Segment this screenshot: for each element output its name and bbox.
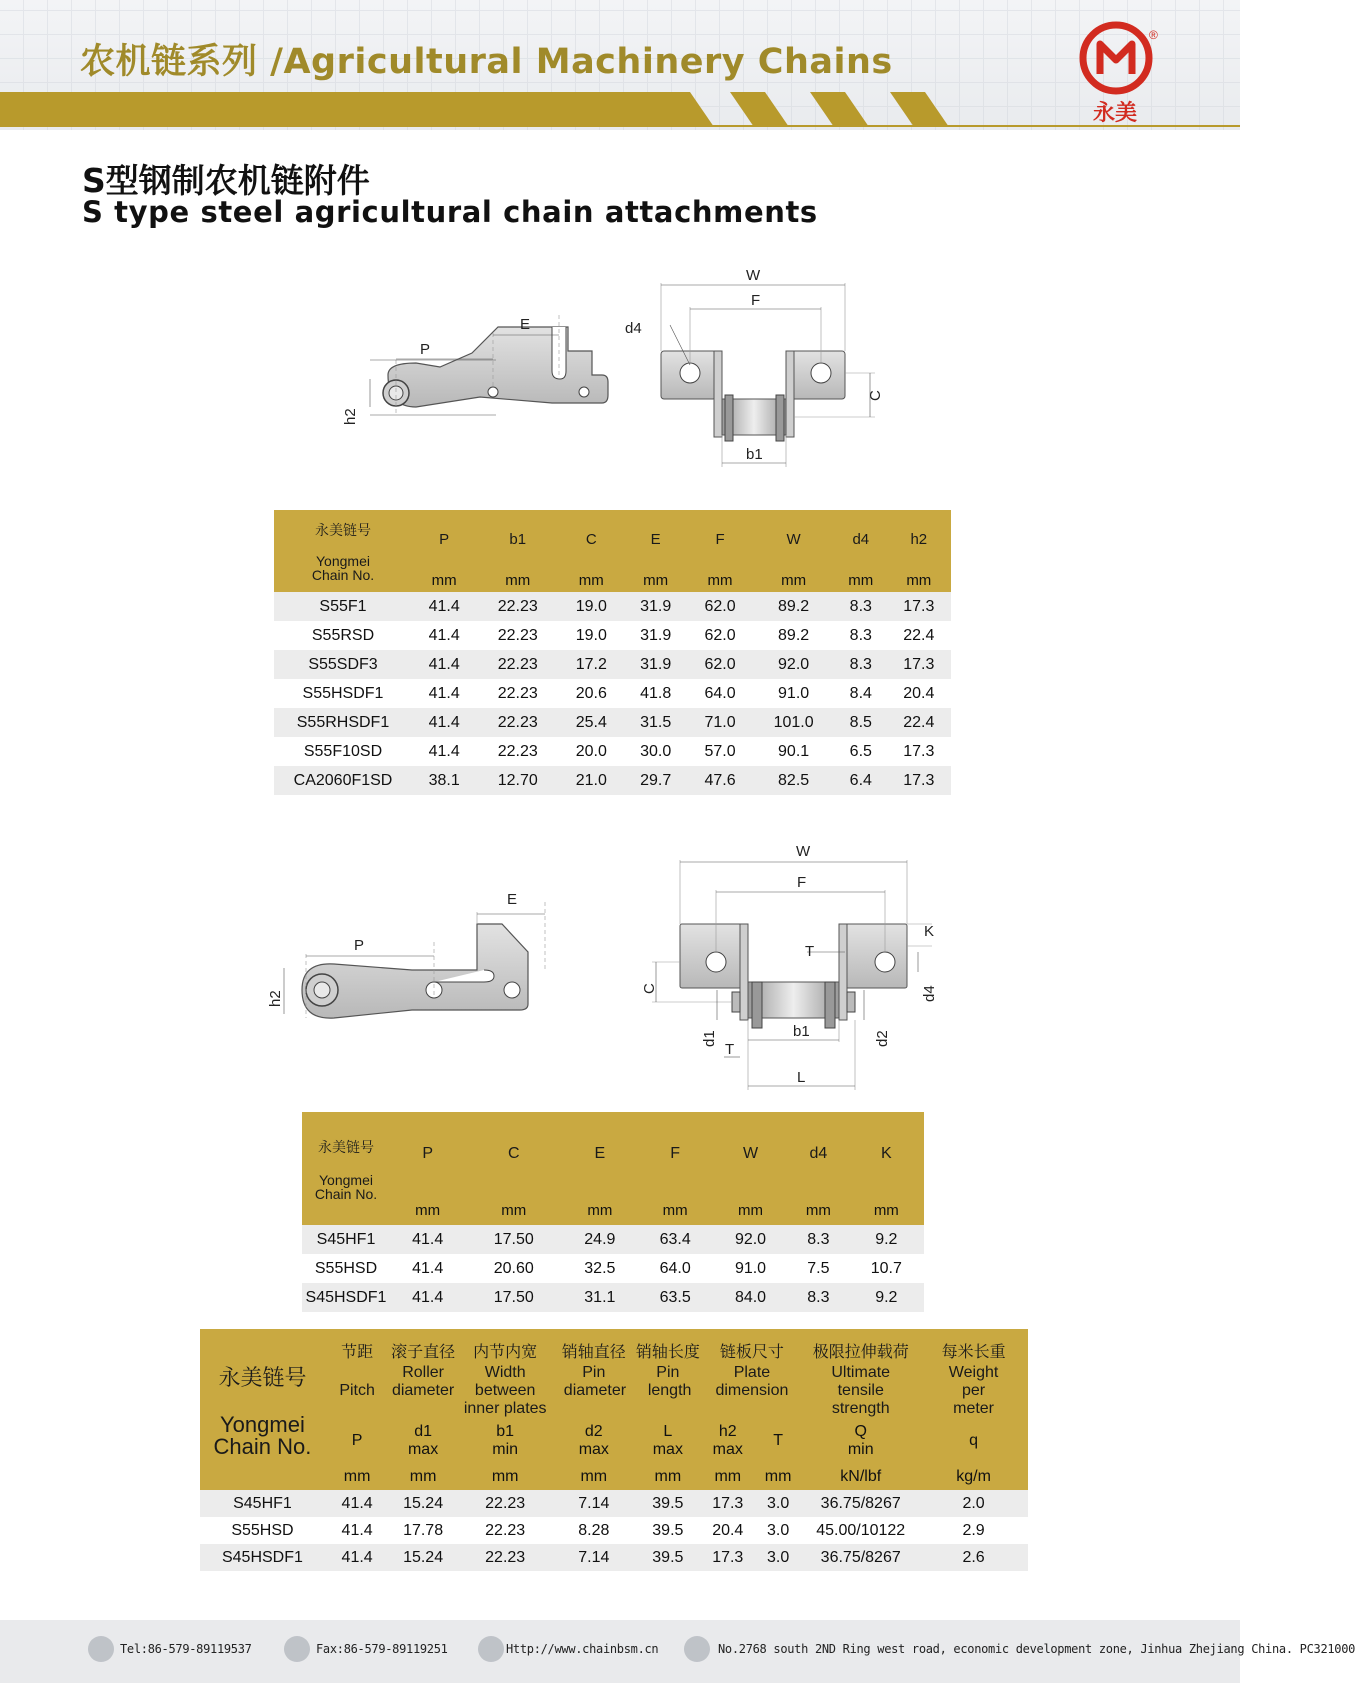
table-row bbox=[200, 1517, 1028, 1544]
dim-label-C-2: C bbox=[641, 983, 658, 994]
value-cell: 31.1 bbox=[562, 1283, 637, 1312]
dim-label-d4: d4 bbox=[625, 320, 642, 337]
table3-sym-text: h2 bbox=[718, 1423, 737, 1440]
value-cell: 22.4 bbox=[887, 621, 951, 650]
table3-unit: mm bbox=[654, 1467, 682, 1485]
registered-mark: ® bbox=[1149, 28, 1158, 42]
value-cell: 63.5 bbox=[638, 1283, 713, 1312]
value-cell: 41.4 bbox=[325, 1517, 389, 1544]
table3-head-cn: 链板尺寸 bbox=[719, 1342, 784, 1361]
table3-unit: mm bbox=[714, 1467, 742, 1485]
table2-col-K: K bbox=[880, 1145, 892, 1162]
value-cell: 20.0 bbox=[559, 737, 623, 766]
table3-qual-text: max bbox=[578, 1441, 609, 1458]
table3-head-cn: 极限拉伸载荷 bbox=[812, 1342, 909, 1361]
dim-label-d2: d2 bbox=[874, 1030, 891, 1047]
chain-no-cell: S55RHSDF1 bbox=[274, 708, 412, 737]
table2-unit: mm bbox=[587, 1202, 613, 1219]
chain-no-cell: S55HSD bbox=[200, 1517, 325, 1544]
table3-sym-text: q bbox=[969, 1432, 979, 1449]
front-attachment-right-2 bbox=[845, 924, 907, 988]
value-cell: 15.24 bbox=[389, 1544, 456, 1571]
table1-unit: mm bbox=[412, 568, 476, 592]
value-cell: 7.5 bbox=[788, 1254, 848, 1283]
table3-head-en: Roller diameter bbox=[391, 1364, 455, 1399]
table3-head-cn: 内节内宽 bbox=[473, 1342, 538, 1361]
dim-label-W-2: W bbox=[796, 843, 811, 860]
value-cell: 41.4 bbox=[325, 1544, 389, 1571]
table2-unit: mm bbox=[738, 1202, 763, 1219]
value-cell: 41.4 bbox=[412, 592, 476, 621]
table3-head-width bbox=[457, 1329, 554, 1419]
table3-sym bbox=[457, 1419, 554, 1463]
chain-no-cell: S45HF1 bbox=[200, 1490, 325, 1517]
table3-head-roller bbox=[389, 1329, 456, 1419]
value-cell: 30.0 bbox=[623, 737, 687, 766]
value-cell: 22.23 bbox=[457, 1490, 554, 1517]
value-cell: 8.3 bbox=[835, 621, 887, 650]
table3-chain-no-en: Yongmei Chain No. bbox=[213, 1412, 312, 1459]
table3-qual-text: max bbox=[652, 1441, 683, 1458]
table3-unit: kg/m bbox=[956, 1467, 991, 1485]
value-cell: 41.4 bbox=[412, 621, 476, 650]
value-cell: 39.5 bbox=[634, 1544, 701, 1571]
value-cell: 7.14 bbox=[554, 1490, 635, 1517]
value-cell: 2.0 bbox=[919, 1490, 1028, 1517]
table3-chain-no-header bbox=[200, 1329, 325, 1490]
dim-label-W: W bbox=[746, 267, 761, 284]
value-cell: 31.9 bbox=[623, 621, 687, 650]
table1-col-b1: b1 bbox=[509, 530, 527, 548]
table3-sym bbox=[919, 1419, 1028, 1463]
chain-no-cell: S55SDF3 bbox=[274, 650, 412, 679]
table-row bbox=[274, 650, 951, 679]
value-cell: 20.6 bbox=[559, 679, 623, 708]
value-cell: 45.00/10122 bbox=[802, 1517, 919, 1544]
value-cell: 19.0 bbox=[559, 592, 623, 621]
table1-unit: mm bbox=[476, 568, 559, 592]
value-cell: 41.4 bbox=[325, 1490, 389, 1517]
dim-label-F: F bbox=[751, 292, 761, 309]
value-cell: 41.4 bbox=[412, 650, 476, 679]
value-cell: 24.9 bbox=[562, 1225, 637, 1254]
value-cell: 3.0 bbox=[754, 1517, 802, 1544]
value-cell: 7.14 bbox=[554, 1544, 635, 1571]
value-cell: 91.0 bbox=[752, 679, 835, 708]
value-cell: 84.0 bbox=[713, 1283, 788, 1312]
value-cell: 41.4 bbox=[390, 1254, 465, 1283]
value-cell: 2.9 bbox=[919, 1517, 1028, 1544]
table-row bbox=[302, 1225, 924, 1254]
table2-unit: mm bbox=[501, 1202, 527, 1219]
attachment-drawing-1 bbox=[330, 267, 910, 475]
value-cell: 8.4 bbox=[835, 679, 887, 708]
table2-body bbox=[302, 1225, 924, 1312]
value-cell: 39.5 bbox=[634, 1490, 701, 1517]
side-plate-2 bbox=[302, 924, 528, 1018]
table3-sym bbox=[325, 1419, 389, 1463]
value-cell: 17.3 bbox=[887, 766, 951, 795]
table3-unit: mm bbox=[580, 1467, 608, 1485]
dim-label-E-2: E bbox=[507, 891, 518, 908]
value-cell: 8.3 bbox=[835, 650, 887, 679]
table2-col-E: E bbox=[594, 1145, 606, 1162]
value-cell: 31.9 bbox=[623, 650, 687, 679]
footer-tel: Tel:86-579-89119537 bbox=[120, 1642, 252, 1656]
table3-sym-text: b1 bbox=[496, 1423, 515, 1440]
value-cell: 36.75/8267 bbox=[802, 1490, 919, 1517]
brand-name: 永美 bbox=[1092, 101, 1137, 126]
table1-chain-no-cn: 永美链号 bbox=[315, 523, 371, 539]
table1-col-h2: h2 bbox=[910, 530, 928, 548]
value-cell: 19.0 bbox=[559, 621, 623, 650]
value-cell: 22.23 bbox=[457, 1517, 554, 1544]
table-row bbox=[274, 621, 951, 650]
chain-no-cell: S45HSDF1 bbox=[302, 1283, 390, 1312]
table3-head-en: Plate dimension bbox=[715, 1364, 789, 1399]
dim-label-h2-2: h2 bbox=[267, 990, 284, 1007]
attachment-drawing-2 bbox=[262, 842, 962, 1097]
value-cell: 15.24 bbox=[389, 1490, 456, 1517]
table3-head-en: Pitch bbox=[339, 1382, 375, 1399]
value-cell: 8.5 bbox=[835, 708, 887, 737]
value-cell: 39.5 bbox=[634, 1517, 701, 1544]
value-cell: 17.50 bbox=[465, 1283, 562, 1312]
value-cell: 92.0 bbox=[713, 1225, 788, 1254]
dim-label-K: K bbox=[924, 923, 935, 940]
table3-head-en: Ultimate tensile strength bbox=[831, 1364, 891, 1417]
page-footer bbox=[0, 1620, 1355, 1683]
value-cell: 17.3 bbox=[887, 592, 951, 621]
table1-unit: mm bbox=[752, 568, 835, 592]
table-row bbox=[302, 1283, 924, 1312]
table-row bbox=[200, 1490, 1028, 1517]
value-cell: 71.0 bbox=[688, 708, 752, 737]
value-cell: 17.78 bbox=[389, 1517, 456, 1544]
table3-sym-text: Q bbox=[854, 1423, 867, 1440]
table3-qual-text: max bbox=[712, 1441, 743, 1458]
table3-head-plate bbox=[702, 1329, 803, 1419]
table2-unit: mm bbox=[805, 1202, 831, 1219]
table3-head-pin-len bbox=[634, 1329, 701, 1419]
value-cell: 62.0 bbox=[688, 592, 752, 621]
table3-chain-no-cn: 永美链号 bbox=[218, 1366, 307, 1391]
table2-unit: mm bbox=[873, 1202, 899, 1219]
dim-label-P: P bbox=[420, 341, 431, 358]
table3-sym-text: d1 bbox=[414, 1423, 432, 1440]
chain-no-cell: S45HSDF1 bbox=[200, 1544, 325, 1571]
value-cell: 25.4 bbox=[559, 708, 623, 737]
value-cell: 31.9 bbox=[623, 592, 687, 621]
spec-table-3 bbox=[200, 1329, 1028, 1571]
chain-no-cell: CA2060F1SD bbox=[274, 766, 412, 795]
value-cell: 62.0 bbox=[688, 650, 752, 679]
value-cell: 41.8 bbox=[623, 679, 687, 708]
value-cell: 8.3 bbox=[835, 592, 887, 621]
value-cell: 89.2 bbox=[752, 592, 835, 621]
table3-unit: mm bbox=[764, 1467, 792, 1485]
table3-sym bbox=[554, 1419, 635, 1463]
table3-unit: mm bbox=[343, 1467, 371, 1485]
table3-head-cn: 销轴长度 bbox=[635, 1342, 700, 1361]
table1-col-P: P bbox=[439, 530, 450, 548]
dim-label-L: L bbox=[797, 1069, 806, 1086]
value-cell: 17.3 bbox=[887, 650, 951, 679]
value-cell: 3.0 bbox=[754, 1544, 802, 1571]
table2-col-C: C bbox=[507, 1145, 520, 1162]
table1-unit: mm bbox=[559, 568, 623, 592]
value-cell: 89.2 bbox=[752, 621, 835, 650]
value-cell: 22.23 bbox=[476, 679, 559, 708]
table2-col-P: P bbox=[422, 1145, 433, 1162]
value-cell: 12.70 bbox=[476, 766, 559, 795]
dim-label-C: C bbox=[867, 390, 884, 401]
table3-head-en: Pin diameter bbox=[563, 1364, 627, 1399]
web-icon bbox=[478, 1636, 504, 1662]
dim-label-E: E bbox=[520, 316, 531, 333]
value-cell: 9.2 bbox=[849, 1225, 924, 1254]
table3-sym-text: d2 bbox=[584, 1423, 603, 1440]
dim-label-h2: h2 bbox=[342, 408, 359, 425]
table3-head-cn: 节距 bbox=[341, 1342, 374, 1361]
location-icon bbox=[684, 1636, 710, 1662]
value-cell: 41.4 bbox=[412, 679, 476, 708]
table3-qual-text: min bbox=[847, 1441, 874, 1458]
chain-no-cell: S55F1 bbox=[274, 592, 412, 621]
value-cell: 17.3 bbox=[887, 737, 951, 766]
value-cell: 22.23 bbox=[476, 650, 559, 679]
value-cell: 6.4 bbox=[835, 766, 887, 795]
value-cell: 17.3 bbox=[702, 1544, 754, 1571]
table2-unit: mm bbox=[662, 1202, 688, 1219]
value-cell: 22.23 bbox=[457, 1544, 554, 1571]
table3-head-en: Width between inner plates bbox=[463, 1364, 547, 1417]
phone-icon bbox=[88, 1636, 114, 1662]
value-cell: 8.3 bbox=[788, 1283, 848, 1312]
value-cell: 17.2 bbox=[559, 650, 623, 679]
dim-label-b1-2: b1 bbox=[793, 1023, 810, 1040]
table3-sym bbox=[802, 1419, 919, 1463]
table1-unit: mm bbox=[623, 568, 687, 592]
table3-sym bbox=[702, 1419, 754, 1463]
table2-col-W: W bbox=[742, 1145, 759, 1162]
table-row bbox=[274, 592, 951, 621]
footer-web[interactable]: Http://www.chainbsm.cn bbox=[506, 1642, 659, 1656]
table3-head-en: Weight per meter bbox=[948, 1364, 999, 1417]
table1-unit: mm bbox=[887, 568, 951, 592]
value-cell: 47.6 bbox=[688, 766, 752, 795]
value-cell: 32.5 bbox=[562, 1254, 637, 1283]
table3-sym bbox=[389, 1419, 456, 1463]
table1-unit: mm bbox=[688, 568, 752, 592]
chain-no-cell: S55F10SD bbox=[274, 737, 412, 766]
value-cell: 17.50 bbox=[465, 1225, 562, 1254]
table1-col-W: W bbox=[786, 530, 801, 548]
spec-table-2 bbox=[302, 1112, 924, 1312]
table2-unit: mm bbox=[415, 1202, 441, 1219]
dim-label-P-2: P bbox=[354, 937, 365, 954]
value-cell: 62.0 bbox=[688, 621, 752, 650]
value-cell: 9.2 bbox=[849, 1283, 924, 1312]
value-cell: 36.75/8267 bbox=[802, 1544, 919, 1571]
table1-unit: mm bbox=[835, 568, 887, 592]
value-cell: 41.4 bbox=[390, 1283, 465, 1312]
table3-head-pitch bbox=[325, 1329, 389, 1419]
fax-icon bbox=[284, 1636, 310, 1662]
value-cell: 22.23 bbox=[476, 592, 559, 621]
table3-head-en: Pin length bbox=[647, 1364, 692, 1399]
table3-head-cn: 销轴直径 bbox=[561, 1342, 626, 1361]
table3-head-weight bbox=[919, 1329, 1028, 1419]
table-row bbox=[302, 1254, 924, 1283]
page-header bbox=[0, 0, 1240, 130]
table3-unit: kN/lbf bbox=[840, 1467, 882, 1485]
value-cell: 22.23 bbox=[476, 621, 559, 650]
value-cell: 64.0 bbox=[638, 1254, 713, 1283]
table3-unit: mm bbox=[409, 1467, 437, 1485]
value-cell: 8.3 bbox=[788, 1225, 848, 1254]
chain-no-cell: S55HSD bbox=[302, 1254, 390, 1283]
page-title-en: S type steel agricultural chain attachments bbox=[82, 195, 818, 229]
table3-qual-text: max bbox=[407, 1441, 439, 1458]
value-cell: 22.23 bbox=[476, 708, 559, 737]
value-cell: 101.0 bbox=[752, 708, 835, 737]
spec-table-1 bbox=[274, 510, 951, 795]
value-cell: 20.4 bbox=[887, 679, 951, 708]
value-cell: 41.4 bbox=[390, 1225, 465, 1254]
table3-sym-text: L bbox=[663, 1423, 673, 1440]
table3-head-strength bbox=[802, 1329, 919, 1419]
dim-label-T: T bbox=[805, 943, 815, 960]
table3-body bbox=[200, 1490, 1028, 1571]
table3-qual-text: min bbox=[492, 1441, 519, 1458]
series-title: 农机链系列 /Agricultural Machinery Chains bbox=[80, 42, 893, 82]
header-gold-band bbox=[0, 92, 1240, 127]
table2-col-F: F bbox=[670, 1145, 681, 1162]
value-cell: 57.0 bbox=[688, 737, 752, 766]
table2-col-d4: d4 bbox=[809, 1145, 828, 1162]
dim-label-F-2: F bbox=[797, 874, 807, 891]
value-cell: 41.4 bbox=[412, 708, 476, 737]
value-cell: 20.60 bbox=[465, 1254, 562, 1283]
value-cell: 82.5 bbox=[752, 766, 835, 795]
table3-sym bbox=[754, 1419, 802, 1463]
dim-label-b1: b1 bbox=[746, 446, 763, 463]
value-cell: 8.28 bbox=[554, 1517, 635, 1544]
value-cell: 90.1 bbox=[752, 737, 835, 766]
value-cell: 21.0 bbox=[559, 766, 623, 795]
footer-fax: Fax:86-579-89119251 bbox=[316, 1642, 448, 1656]
value-cell: 22.23 bbox=[476, 737, 559, 766]
table3-head-cn: 滚子直径 bbox=[391, 1342, 456, 1361]
footer-address: No.2768 south 2ND Ring west road, economic development zone, Jinhua Zhejiang China. PC321000 bbox=[718, 1642, 1355, 1656]
table1-col-C: C bbox=[585, 530, 597, 548]
value-cell: 31.5 bbox=[623, 708, 687, 737]
value-cell: 41.4 bbox=[412, 737, 476, 766]
value-cell: 92.0 bbox=[752, 650, 835, 679]
table1-body bbox=[274, 592, 951, 795]
value-cell: 64.0 bbox=[688, 679, 752, 708]
table3-head-pin-dia bbox=[554, 1329, 635, 1419]
table-row bbox=[274, 679, 951, 708]
table3-sym bbox=[634, 1419, 701, 1463]
value-cell: 17.3 bbox=[702, 1490, 754, 1517]
table2-chain-no-en: Yongmei Chain No. bbox=[314, 1171, 378, 1202]
table3-head-cn: 每米长重 bbox=[941, 1342, 1006, 1361]
table2-chain-no-cn: 永美链号 bbox=[318, 1139, 374, 1156]
table1-col-E: E bbox=[650, 530, 661, 548]
value-cell: 22.4 bbox=[887, 708, 951, 737]
value-cell: 20.4 bbox=[702, 1517, 754, 1544]
chain-no-cell: S55HSDF1 bbox=[274, 679, 412, 708]
table3-unit: mm bbox=[491, 1467, 519, 1485]
table-row bbox=[274, 708, 951, 737]
table3-sym-text: P bbox=[351, 1432, 363, 1449]
chain-no-cell: S45HF1 bbox=[302, 1225, 390, 1254]
dim-label-d4-2: d4 bbox=[921, 985, 938, 1002]
table2-chain-no-header bbox=[302, 1112, 390, 1225]
table1-col-F: F bbox=[715, 530, 725, 548]
value-cell: 3.0 bbox=[754, 1490, 802, 1517]
dim-label-d1: d1 bbox=[701, 1030, 718, 1047]
table-row bbox=[274, 737, 951, 766]
table1-col-d4: d4 bbox=[852, 530, 870, 548]
chain-no-cell: S55RSD bbox=[274, 621, 412, 650]
page-title-cn: S型钢制农机链附件 bbox=[82, 161, 370, 200]
table-row bbox=[200, 1544, 1028, 1571]
side-plate bbox=[388, 327, 608, 407]
value-cell: 38.1 bbox=[412, 766, 476, 795]
table1-chain-no-en: Yongmei Chain No. bbox=[311, 553, 375, 583]
table1-chain-no-header bbox=[274, 510, 412, 592]
value-cell: 2.6 bbox=[919, 1544, 1028, 1571]
table3-sym-text: T bbox=[773, 1432, 784, 1449]
value-cell: 10.7 bbox=[849, 1254, 924, 1283]
value-cell: 29.7 bbox=[623, 766, 687, 795]
value-cell: 6.5 bbox=[835, 737, 887, 766]
value-cell: 91.0 bbox=[713, 1254, 788, 1283]
dim-label-T-2: T bbox=[725, 1041, 735, 1058]
table-row bbox=[274, 766, 951, 795]
value-cell: 63.4 bbox=[638, 1225, 713, 1254]
